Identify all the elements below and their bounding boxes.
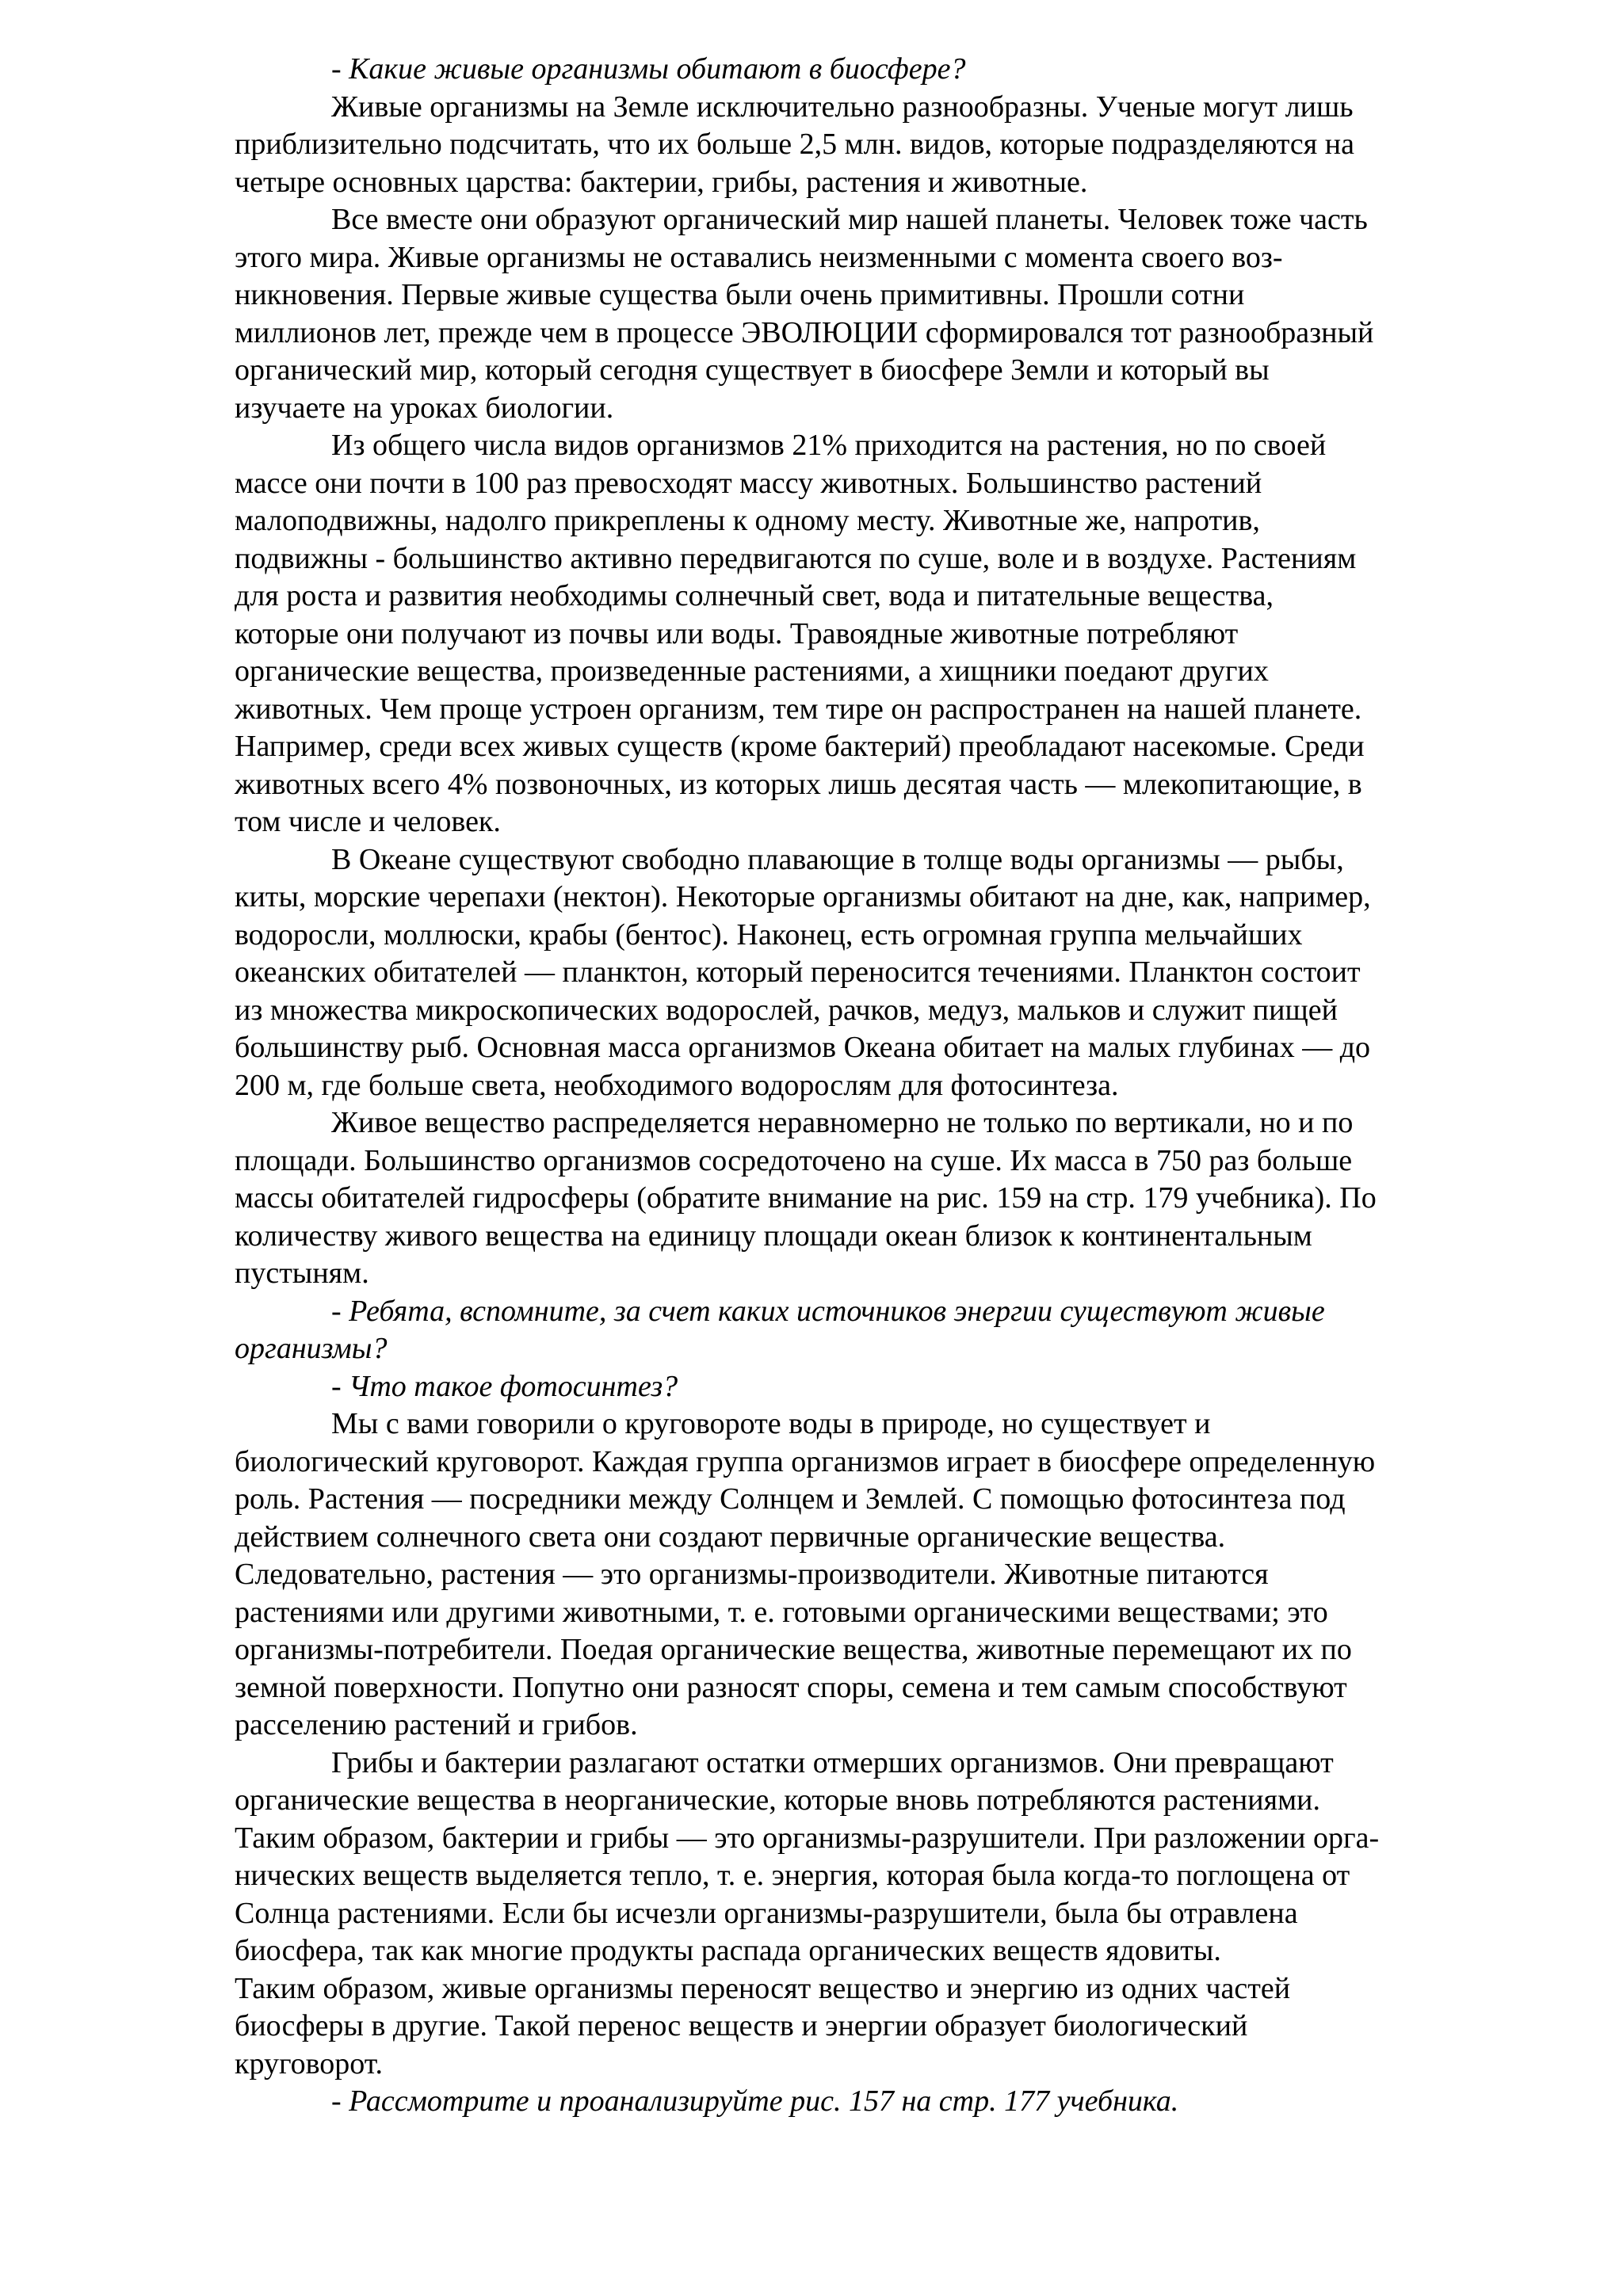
text-line: организмы-потребители. Поедая органические вещества, животные перемещают их по (235, 1633, 1352, 1666)
text-line: водоросли, моллюски, крабы (бентос). Наконец, есть огромная группа мельчайших (235, 917, 1303, 952)
text-line: животных. Чем проще устроен организм, тем тире он распространен на нашей планете. (235, 692, 1362, 726)
text-line: большинству рыб. Основная масса организмов Океана обитает на малых глубинах — до (235, 1031, 1371, 1064)
question-line: - Что такое фотосинтез? (331, 1369, 678, 1403)
text-line: океанских обитателей — планктон, который переносится течениями. Планктон состоит (235, 955, 1361, 989)
text-line: приблизительно подсчитать, что их больше 2,5 млн. видов, которые подразделяются на (235, 128, 1354, 161)
question-line: - Ребята, вспомните, за счет каких источников энергии существуют живые (331, 1294, 1325, 1328)
text-line: расселению растений и грибов. (235, 1708, 638, 1741)
text-line: пустыням. (235, 1257, 369, 1290)
text-line: миллионов лет, прежде чем в процессе ЭВОЛЮЦИИ сформировался тот разнообразный (235, 315, 1374, 349)
text-line: земной поверхности. Попутно они разносят споры, семена и тем самым способствуют (235, 1670, 1347, 1704)
text-line: этого мира. Живые организмы не оставались неизменными с момента своего воз- (235, 240, 1283, 274)
text-line: Все вместе они образуют органический мир нашей планеты. Человек тоже часть (331, 203, 1368, 236)
text-line: круговорот. (235, 2046, 384, 2081)
text-line: растениями или другими животными, т. е. готовыми органическими веществами; это (235, 1595, 1328, 1629)
text-line: В Океане существуют свободно плавающие в толще воды организмы — рыбы, (331, 842, 1344, 876)
text-line: действием солнечного света они создают первичные органические вещества. (235, 1520, 1226, 1554)
text-line: Например, среди всех живых существ (кроме бактерий) преобладают насекомые. Среди (235, 730, 1365, 763)
text-line: роль. Растения — посредники между Солнцем и Землей. С помощью фотосинтеза под (235, 1482, 1346, 1516)
text-line: нических веществ выделяется тепло, т. е. энергия, которая была когда-то поглощена от (235, 1859, 1350, 1892)
text-line: Следовательно, растения — это организмы-производители. Животные питаются (235, 1558, 1269, 1591)
text-line: биологический круговорот. Каждая группа организмов играет в биосфере определенную (235, 1444, 1376, 1478)
question-line: организмы? (235, 1332, 388, 1365)
text-line: изучаете на уроках биологии. (235, 391, 614, 425)
question-line: - Рассмотрите и проанализируйте рис. 157 на стр. 177 учебника. (331, 2084, 1179, 2118)
text-line: массы обитателей гидросферы (обратите внимание на рис. 159 на стр. 179 учебника). По (235, 1181, 1377, 1215)
text-line: площади. Большинство организмов сосредоточено на суше. Их масса в 750 раз больше (235, 1143, 1353, 1177)
text-line: Мы с вами говорили о круговороте воды в природе, но существует и (331, 1407, 1211, 1440)
text-line: биосферы в другие. Такой перенос веществ и энергии образует биологический (235, 2009, 1248, 2042)
text-line: подвижны - большинство активно передвигаются по суше, воле и в воздухе. Растениям (235, 541, 1357, 575)
text-line: 200 м, где больше света, необходимого водорослям для фотосинтеза. (235, 1068, 1119, 1102)
text-line: никновения. Первые живые существа были очень примитивны. Прошли сотни (235, 278, 1245, 311)
text-line: массе они почти в 100 раз превосходят массу животных. Большинство растений (235, 466, 1262, 500)
text-line: четыре основных царства: бактерии, грибы, растения и животные. (235, 165, 1088, 199)
text-line: из множества микроскопических водорослей, рачков, медуз, мальков и служит пищей (235, 993, 1338, 1027)
text-line: том числе и человек. (235, 805, 501, 838)
text-line: органические вещества в неорганические, которые вновь потребляются растениями. (235, 1783, 1320, 1817)
text-line: киты, морские черепахи (нектон). Некоторые организмы обитают на дне, как, например, (235, 880, 1371, 913)
text-line: для роста и развития необходимы солнечный свет, вода и питательные вещества, (235, 579, 1274, 612)
text-line: животных всего 4% позвоночных, из которых лишь десятая часть — млекопитающие, в (235, 767, 1362, 801)
question-line: - Какие живые организмы обитают в биосфере? (331, 52, 966, 86)
text-line: Таким образом, бактерии и грибы — это организмы-разрушители. При разложении орга- (235, 1821, 1380, 1855)
text-line: Живые организмы на Земле исключительно разнообразны. Ученые могут лишь (331, 90, 1354, 124)
text-line: органический мир, который сегодня существует в биосфере Земли и который вы (235, 353, 1270, 387)
text-line: Живое вещество распределяется неравномерно не только по вертикали, но и по (331, 1106, 1354, 1139)
text-line: Грибы и бактерии разлагают остатки отмерших организмов. Они превращают (331, 1745, 1334, 1779)
text-line: Таким образом, живые организмы переносят вещество и энергию из одних частей (235, 1971, 1291, 2005)
text-line: которые они получают из почвы или воды. Травоядные животные потребляют (235, 616, 1239, 650)
text-line: количеству живого вещества на единицу площади океан близок к континентальным (235, 1219, 1312, 1253)
text-line: Из общего числа видов организмов 21% приходится на растения, но по своей (331, 429, 1327, 462)
text-line: биосфера, так как многие продукты распада органических веществ ядовиты. (235, 1934, 1221, 1967)
text-line: органические вещества, произведенные растениями, а хищники поедают других (235, 654, 1269, 688)
document-page (235, 51, 1480, 2121)
text-line: малоподвижны, надолго прикреплены к одному месту. Животные же, напротив, (235, 504, 1260, 537)
text-line: Солнца растениями. Если бы исчезли организмы-разрушители, была бы отравлена (235, 1896, 1298, 1930)
